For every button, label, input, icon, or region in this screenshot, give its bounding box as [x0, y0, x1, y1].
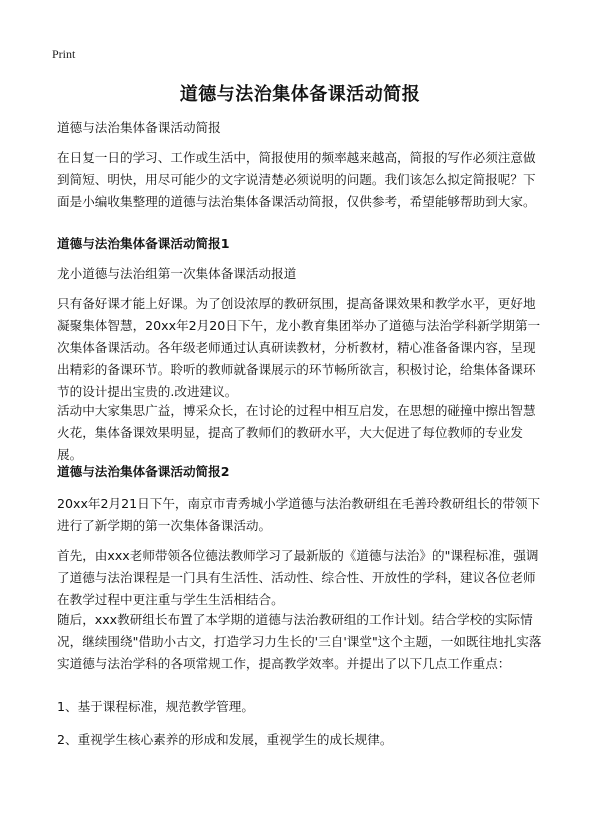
intro-heading: 道德与法治集体备课活动简报	[57, 120, 221, 135]
section-2-paragraph-1: 20xx年2月21日下午，南京市青秀城小学道德与法治教研组在毛善玲教研组长的带领下进行了新学期的第一次集体备课活动。	[57, 496, 541, 533]
section-1-paragraph-2: 活动中大家集思广益，博采众长，在讨论的过程中相互启发，在思想的碰撞中擦出智慧火花，集体备课效果明显，提高了教师们的教研水平，大大促进了每位教师的专业发展。	[57, 403, 536, 462]
section-heading-1: 道德与法治集体备课活动简报1	[57, 236, 230, 251]
intro-paragraph: 在日复一日的学习、工作或生活中，简报使用的频率越来越高，简报的写作必须注意做到简短、明快，用尽可能少的文字说清楚必须说明的问题。我们该怎么拟定简报呢？下面是小编收集整理的道德与法治集体备课活动简报，仅供参考，希望能够帮助到大家。	[57, 150, 536, 209]
page-title: 道德与法治集体备课活动简报	[179, 84, 421, 105]
list-item-2: 2、重视学生核心素养的形成和发展，重视学生的成长规律。	[57, 732, 393, 747]
section-1-subtitle: 龙小道德与法治组第一次集体备课活动报道	[57, 266, 297, 281]
section-heading-2: 道德与法治集体备课活动简报2	[57, 464, 230, 479]
list-item-1: 1、基于课程标准，规范教学管理。	[57, 699, 254, 714]
section-2-paragraph-2: 首先，由xxx老师带领各位德法教师学习了最新版的《道德与法治》的"课程标准，强调了道德与法治课程是一门具有生活性、活动性、综合性、开放性的学科，建议各位老师在教学过程中更注重与学生生活相结合。	[57, 548, 539, 607]
section-1-paragraph-1: 只有备好课才能上好课。为了创设浓厚的教研氛围，提高备课效果和教学水平，更好地凝聚集体智慧，20xx年2月20日下午，龙小教育集团举办了道德与法治学科新学期第一次集体备课活动。各年级老师通过认真研读教材，分析教材，精心准备备课内容，呈现出精彩的备课环节。聆听的教师就备课展示的环节畅所欲言，积极讨论，给集体备课环节的设计提出宝贵的.改进建议。	[57, 296, 541, 399]
section-2-paragraph-3: 随后，xxx教研组长布置了本学期的道德与法治教研组的工作计划。结合学校的实际情况，继续围绕"借助小古文，打造学习力生长的'三自'课堂"这个主题，一如既往地扎实落实道德与法治学科的各项常规工作，提高教学效率。并提出了以下几点工作重点：	[57, 612, 542, 671]
print-link[interactable]: Print	[52, 47, 76, 61]
